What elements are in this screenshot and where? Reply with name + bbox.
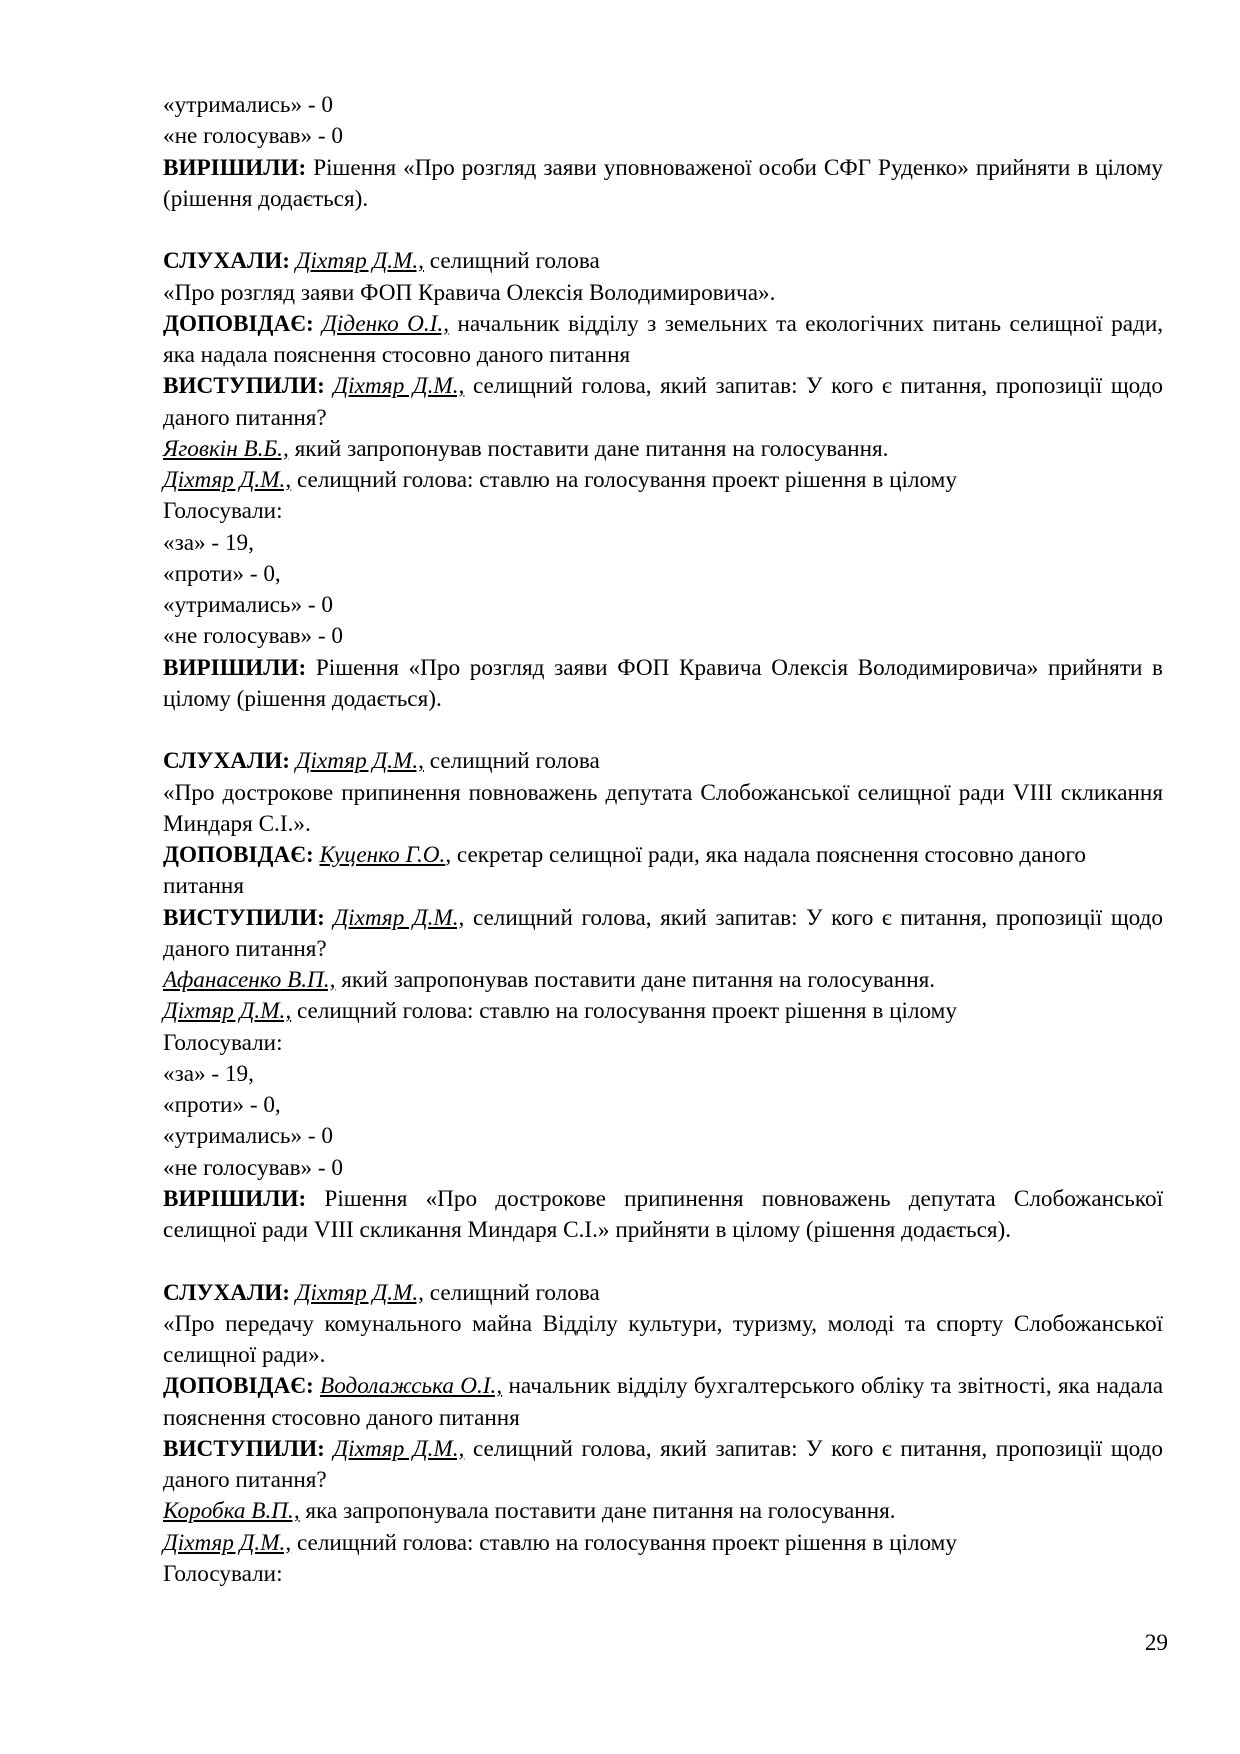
- topic-paragraph: «Про передачу комунального майна Відділу культури, туризму, молоді та спорту Слобожанської селищної ради».: [163, 1310, 1163, 1368]
- spoke-paragraph: [163, 371, 1163, 434]
- report-label: ДОПОВІДАЄ:: [163, 842, 314, 868]
- vote-for: «за» - 19,: [163, 529, 254, 556]
- topic-paragraph: «Про дострокове припинення повноважень депутата Слобожанської селищної ради VIII скликання Миндаря С.І.».: [163, 779, 1163, 837]
- decision-paragraph: [163, 153, 1163, 216]
- proposer-name: Коробка В.П.,: [163, 1498, 300, 1525]
- chair-paragraph: [163, 996, 1163, 1027]
- report-name: Куценко Г.О.: [319, 842, 446, 868]
- vote-against: «проти» - 0,: [163, 1092, 281, 1118]
- heard-paragraph: [163, 746, 1163, 777]
- vote-abstained: «утримались» - 0: [163, 592, 333, 618]
- decided-label: ВИРІШИЛИ:: [163, 154, 307, 181]
- report-paragraph: [163, 840, 1163, 903]
- report-label: ДОПОВІДАЄ:: [163, 1373, 314, 1400]
- proposer-name: Яговкін В.Б.,: [163, 435, 289, 462]
- heard-label: СЛУХАЛИ:: [163, 248, 290, 275]
- chair-text: селищний голова: ставлю на голосування проект рішення в цілому: [296, 1529, 957, 1556]
- vote-not-voted: «не голосував» - 0: [163, 623, 344, 650]
- decision-paragraph: [163, 653, 1163, 716]
- vote-not-voted: «не голосував» - 0: [163, 123, 344, 150]
- spoke-name: Діхтяр Д.М.,: [333, 373, 465, 400]
- spoke-label: ВИСТУПИЛИ:: [163, 373, 325, 400]
- proposer-paragraph: [163, 965, 1163, 996]
- spoke-text: селищний голова, який запитав: У кого є питання, пропозиції щодо даного питання?: [163, 1435, 1163, 1493]
- page-number: 29: [1144, 1630, 1168, 1656]
- decided-text: Рішення «Про розгляд заяви ФОП Кравича Олексія Володимировича» прийняти в цілому (рішення додається).: [163, 654, 1164, 712]
- section-gap: [163, 215, 1163, 246]
- chair-name: Діхтяр Д.М.,: [163, 467, 292, 493]
- section-gap: [163, 715, 1163, 746]
- heard-paragraph: [163, 246, 1163, 277]
- topic-paragraph: «Про розгляд заяви ФОП Кравича Олексія Володимировича».: [163, 279, 776, 306]
- spoke-text: селищний голова, який запитав: У кого є питання, пропозиції щодо даного питання?: [163, 904, 1163, 962]
- chair-name: Діхтяр Д.М.,: [163, 1529, 292, 1556]
- report-text: начальник відділу з земельних та екологічних питань селищної ради, яка надала пояснення стосовно даного питання: [163, 310, 1164, 368]
- voted-label: Голосували:: [163, 1029, 283, 1056]
- spoke-label: ВИСТУПИЛИ:: [163, 904, 325, 931]
- vote-against: «проти» - 0,: [163, 560, 281, 587]
- report-text: начальник відділу бухгалтерського обліку та звітності, яка надала пояснення стосовно даного питання: [163, 1373, 1164, 1431]
- heard-paragraph: [163, 1278, 1163, 1309]
- chair-paragraph: [163, 465, 1163, 496]
- proposer-text: який запропонував поставити дане питання на голосування.: [294, 435, 889, 462]
- vote-abstained: «утримались» - 0: [163, 1123, 333, 1150]
- decision-paragraph: [163, 1184, 1163, 1247]
- proposer-paragraph: [163, 1496, 1163, 1527]
- heard-label: СЛУХАЛИ:: [163, 1279, 290, 1306]
- heard-role: селищний голова: [429, 248, 600, 275]
- heard-label: СЛУХАЛИ:: [163, 748, 290, 775]
- report-paragraph: [163, 309, 1163, 372]
- decided-label: ВИРІШИЛИ:: [163, 654, 307, 681]
- spoke-name: Діхтяр Д.М.,: [333, 904, 465, 931]
- report-name: Водолажська О.І.,: [320, 1373, 503, 1400]
- heard-name: Діхтяр Д.М.,: [295, 748, 424, 775]
- proposer-name: Афанасенко В.П.,: [163, 967, 336, 993]
- decided-text: Рішення «Про розгляд заяви уповноваженої особи СФГ Руденко» прийняти в цілому (рішення додається).: [163, 154, 1163, 212]
- heard-role: селищний голова: [429, 1279, 600, 1306]
- spoke-name: Діхтяр Д.М.,: [333, 1435, 465, 1462]
- proposer-paragraph: [163, 434, 1163, 465]
- decided-text: Рішення «Про дострокове припинення повноважень депутата Слобожанської селищної ради VIII скликання Миндаря С.І.» прийняти в цілому (рішення додається).: [163, 1185, 1164, 1243]
- vote-not-voted: «не голосував» - 0: [163, 1154, 344, 1181]
- vote-for: «за» - 19,: [163, 1060, 254, 1087]
- report-label: ДОПОВІДАЄ:: [163, 310, 314, 337]
- report-text: , секретар селищної ради, яка надала пояснення стосовно даного питання: [163, 842, 1087, 900]
- chair-name: Діхтяр Д.М.,: [163, 998, 292, 1025]
- report-paragraph: [163, 1371, 1163, 1434]
- heard-role: селищний голова: [429, 748, 600, 775]
- spoke-text: селищний голова, який запитав: У кого є питання, пропозиції щодо даного питання?: [163, 373, 1163, 431]
- chair-text: селищний голова: ставлю на голосування проект рішення в цілому: [296, 467, 957, 493]
- section-gap: [163, 1246, 1163, 1277]
- spoke-paragraph: [163, 1434, 1163, 1497]
- voted-label: Голосували:: [163, 498, 283, 525]
- spoke-paragraph: [163, 903, 1163, 966]
- vote-abstained: «утримались» - 0: [163, 92, 333, 118]
- heard-name: Діхтяр Д.М.,: [295, 1279, 424, 1306]
- proposer-text: який запропонував поставити дане питання на голосування.: [341, 967, 936, 993]
- proposer-text: яка запропонувала поставити дане питання на голосування.: [305, 1498, 896, 1525]
- voted-label: Голосували:: [163, 1560, 283, 1587]
- spoke-label: ВИСТУПИЛИ:: [163, 1435, 325, 1462]
- heard-name: Діхтяр Д.М.,: [295, 248, 424, 275]
- document-page: [163, 90, 1163, 1590]
- chair-text: селищний голова: ставлю на голосування проект рішення в цілому: [296, 998, 957, 1025]
- chair-paragraph: [163, 1528, 1163, 1559]
- decided-label: ВИРІШИЛИ:: [163, 1185, 307, 1212]
- report-name: Діденко О.І.,: [322, 310, 450, 337]
